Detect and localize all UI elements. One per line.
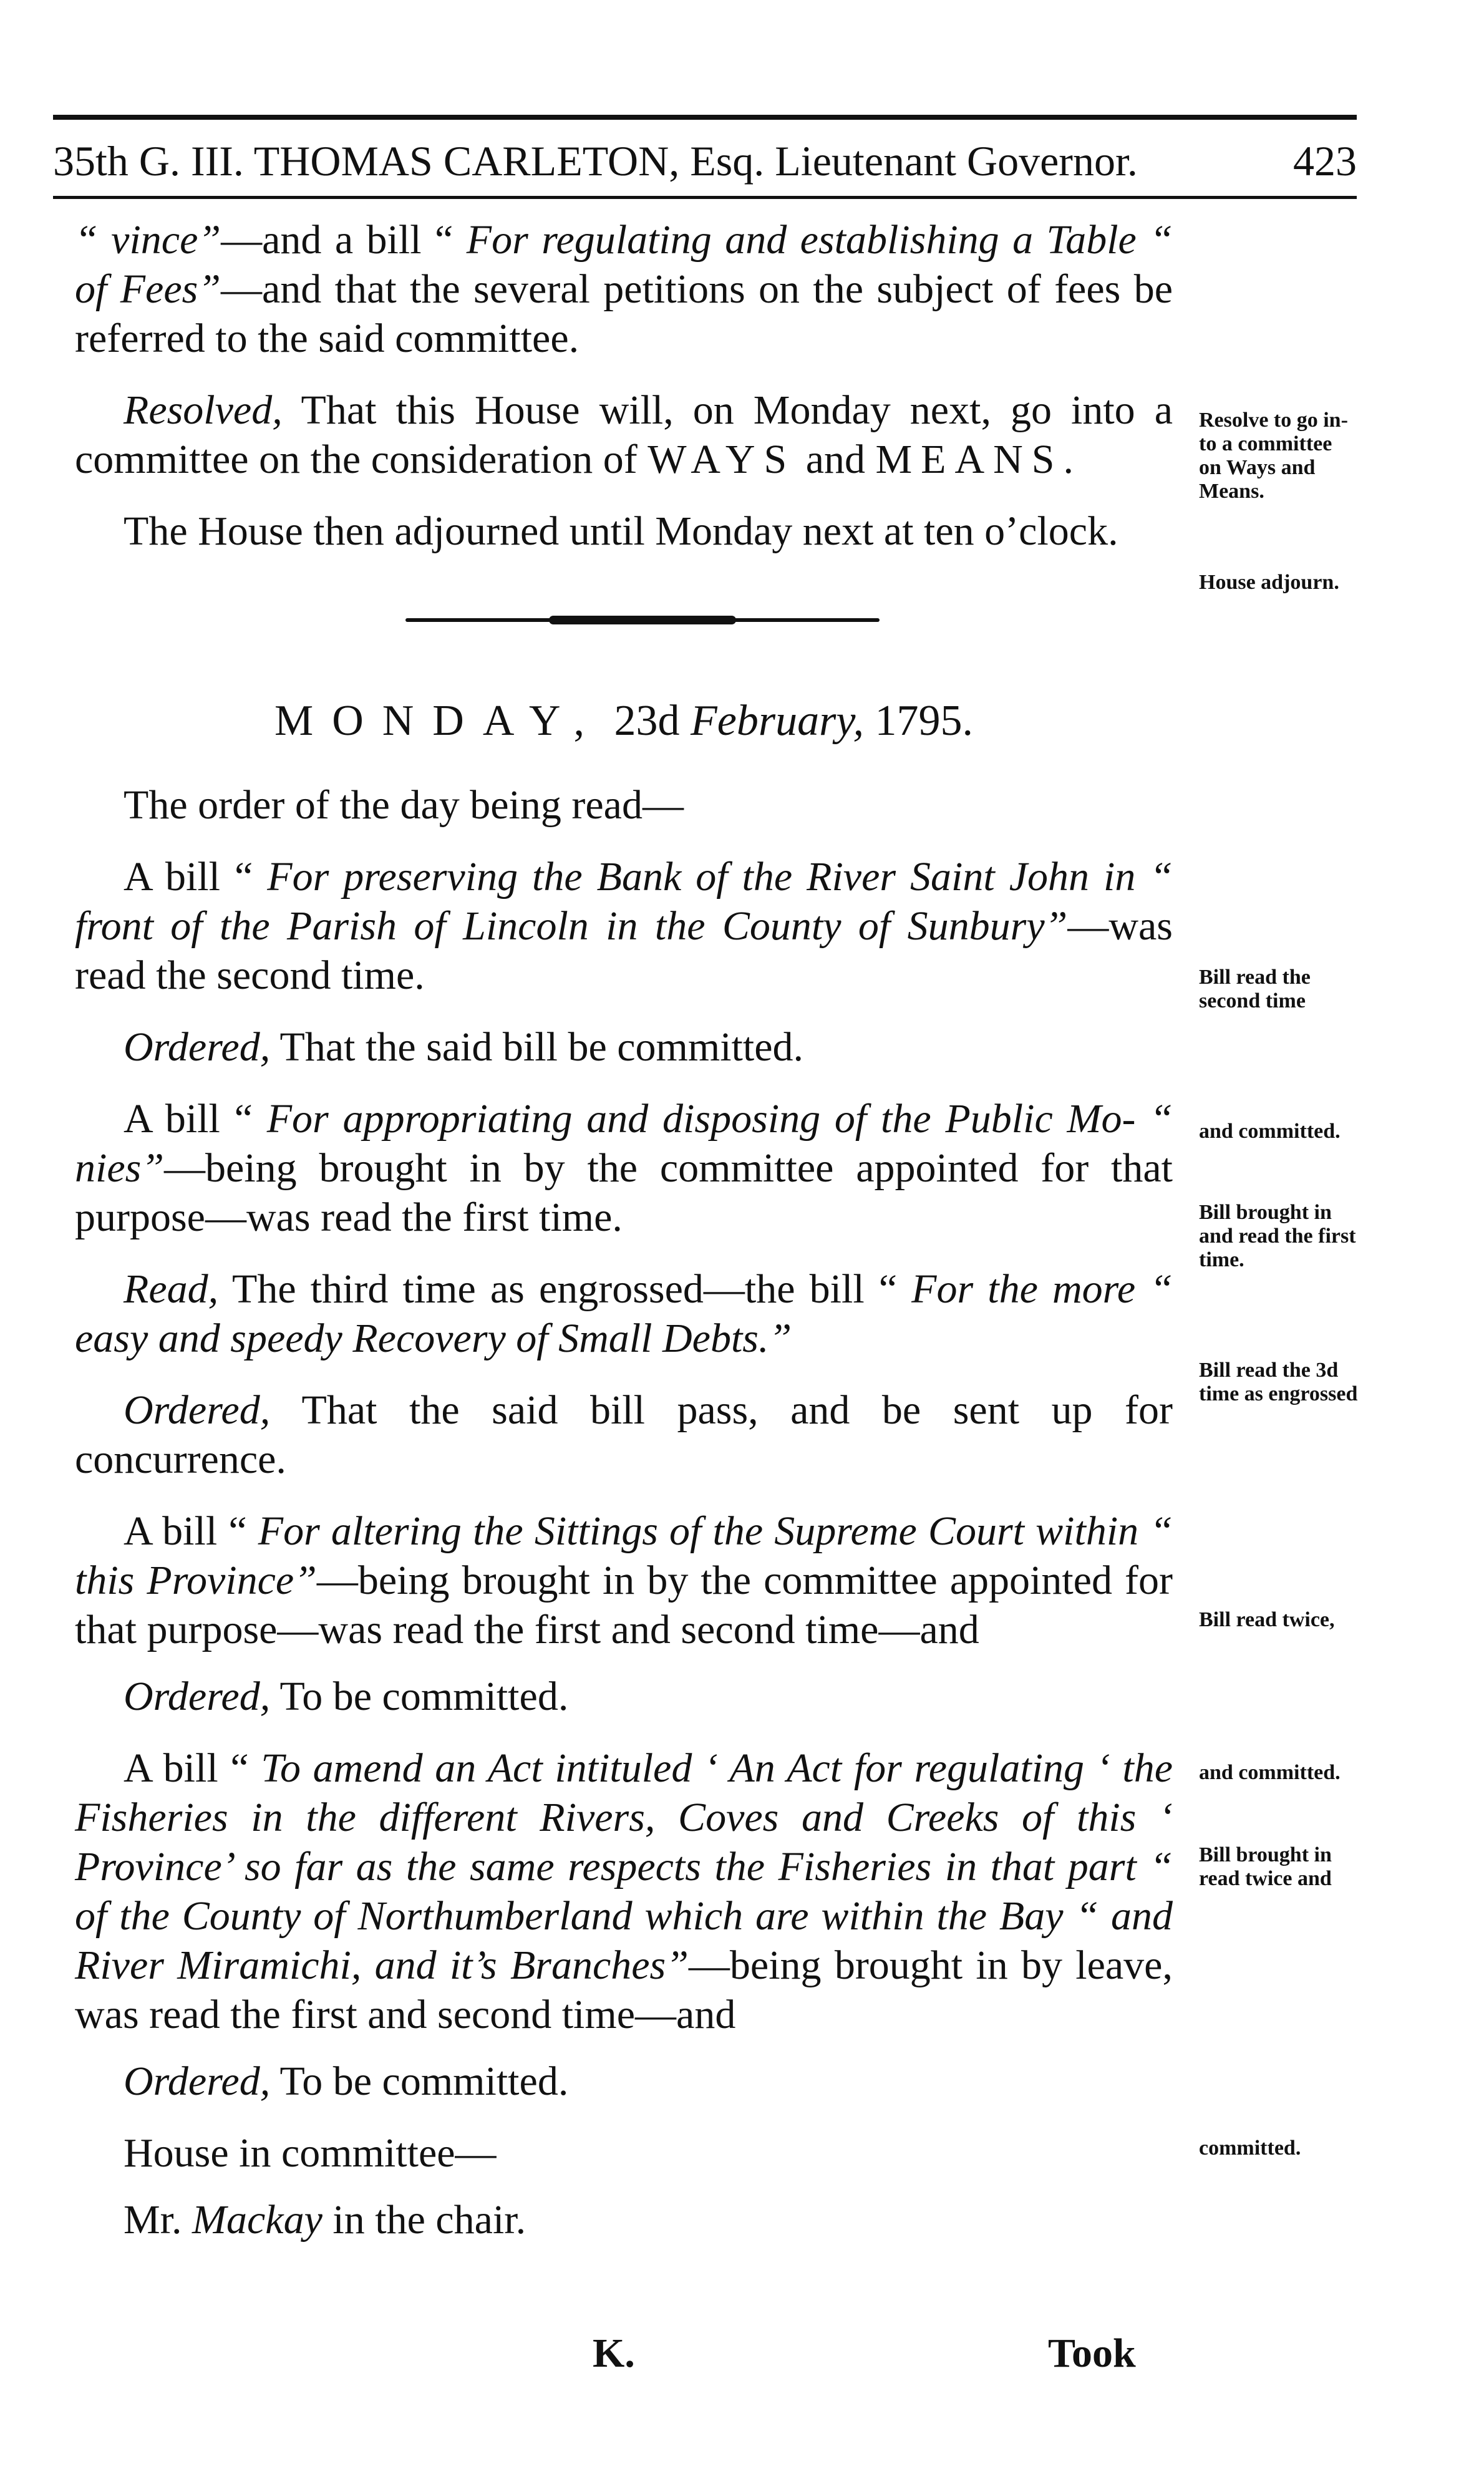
text-run: —being brought in by the committee appointed for that purpose—was read the first time. (75, 1145, 1173, 1240)
text-run: MEANS. (875, 437, 1083, 482)
paragraph-fees-bill (75, 215, 1173, 363)
text-run: and (795, 437, 876, 482)
margin-note-bill-second-time: Bill read the second time (1199, 966, 1311, 1012)
margin-note-third-time: Bill read the 3d time as engrossed (1199, 1359, 1358, 1405)
divider-swell (549, 616, 736, 624)
ordered-label: Ordered, (124, 2059, 271, 2104)
running-head-title: 35th G. III. THOMAS CARLETON, Esq. Lieutenant Governor. (53, 137, 1138, 185)
paragraph-small-debts-bill (75, 1264, 1173, 1363)
paragraph-house-in-committee (75, 2128, 1173, 2178)
text-run: A bill “ (124, 1745, 261, 1791)
ordered-label: Ordered, (124, 1674, 271, 1719)
text-run: in the chair. (322, 2197, 526, 2243)
page-number: 423 (1293, 137, 1357, 185)
date-number: 23d (603, 697, 691, 745)
paragraph-order-of-day (75, 780, 1173, 830)
bill-title: For preserving the Bank of the River Saint John in “ front of the Parish of Lincoln in the County of Sunbury” (75, 854, 1173, 949)
paragraph-resolved-ways-means (75, 386, 1173, 484)
text-run: That the said bill be committed. (270, 1024, 804, 1070)
paragraph-house-adjourned (75, 507, 1173, 556)
text-run: “ vince” (75, 217, 221, 263)
bill-title: For altering the Sittings of the Supreme Court within “ this Province” (75, 1508, 1173, 1603)
text-run: —and a bill “ (221, 217, 467, 263)
text-run: The third time as engrossed—the bill “ (218, 1266, 912, 1312)
margin-note-committed: and committed. (1199, 1120, 1341, 1143)
text-run: —was read the second time. (75, 903, 1173, 998)
paragraph-fisheries-bill (75, 1744, 1173, 2039)
bill-title: To amend an Act intituled ‘ An Act for regulating ‘ the Fisheries in the different Rivers, Coves and Creeks of this ‘ Province’ so far as the same respects the Fisheries in that part “ of the County of Northumberland which are within the Bay “ and River Miramichi, and it’s Branches” (75, 1745, 1173, 1988)
margin-note-committed-2: and committed. (1199, 1761, 1341, 1784)
text-run: That this House will, on Monday next, go into a committee on the consideration of (75, 387, 1173, 482)
text-run: —being brought in by the committee appointed for that purpose—was read the first and second time—and (75, 1558, 1173, 1652)
paragraph-bank-bill (75, 852, 1173, 1000)
header-bottom-rule (53, 196, 1357, 199)
paragraph-ordered-pass (75, 1385, 1173, 1484)
text-run: A bill “ (124, 1096, 267, 1142)
text-run: —being brought in by leave, was read the first and second time—and (75, 1943, 1173, 2037)
catchword: Took (1048, 2331, 1136, 2376)
bill-title: For appropriating and disposing of the Public Mo- “ nies” (75, 1096, 1173, 1191)
margin-note-read-twice: Bill read twice, (1199, 1608, 1335, 1631)
text-run: —and that the several petitions on the subject of fees be referred to the said committee. (75, 266, 1173, 361)
paragraph-chair (75, 2195, 1173, 2244)
resolved-label: Resolved, (124, 387, 283, 433)
section-divider (75, 581, 1173, 681)
margin-note-brought-in-twice: Bill brought in read twice and (1199, 1843, 1332, 1890)
text-run: WAYS (647, 437, 796, 482)
margin-note-committed-3: committed. (1199, 2137, 1301, 2160)
date-month: February, (691, 697, 865, 745)
signature-mark: K. (593, 2331, 635, 2376)
margin-note-house-adjourn: House adjourn. (1199, 571, 1339, 594)
bill-title: For the more “ easy and speedy Recovery of Small Debts.” (75, 1266, 1173, 1361)
text-run: The order of the day being read— (124, 782, 684, 828)
text-run: Mr. (124, 2197, 193, 2243)
header-top-rule (53, 115, 1357, 120)
text-run: House in committee— (124, 2130, 497, 2176)
text-run: A bill “ (124, 1508, 258, 1554)
catchwords (75, 2326, 1173, 2382)
text-run: The House then adjourned until Monday next at ten o’clock. (124, 508, 1118, 554)
ordered-label: Ordered, (124, 1024, 271, 1070)
date-day: MONDAY, (274, 697, 604, 745)
paragraph-ordered-committed (75, 1022, 1173, 1072)
ordered-label: Ordered, (124, 1387, 271, 1433)
margin-note-ways-means: Resolve to go in- to a committee on Ways and Means. (1199, 409, 1348, 503)
paragraph-public-monies-bill (75, 1094, 1173, 1242)
bill-title: For regulating and establishing a Table “ of Fees” (75, 217, 1173, 312)
text-run: To be committed. (270, 1674, 569, 1719)
running-head (53, 130, 1357, 192)
text-run: To be committed. (270, 2059, 569, 2104)
chair-name: Mackay (192, 2197, 323, 2243)
text-run: A bill “ (124, 854, 268, 900)
date-year: 1795. (864, 697, 974, 745)
text-column (75, 215, 1173, 2267)
text-run: That the said bill pass, and be sent up for concurrence. (75, 1387, 1173, 1482)
paragraph-supreme-court-bill (75, 1506, 1173, 1654)
date-heading (75, 687, 1173, 755)
paragraph-ordered-committed-2 (75, 1672, 1173, 1721)
paragraph-ordered-committed-3 (75, 2057, 1173, 2106)
read-label: Read, (124, 1266, 219, 1312)
margin-note-bill-first-time: Bill brought in and read the first time. (1199, 1201, 1356, 1271)
